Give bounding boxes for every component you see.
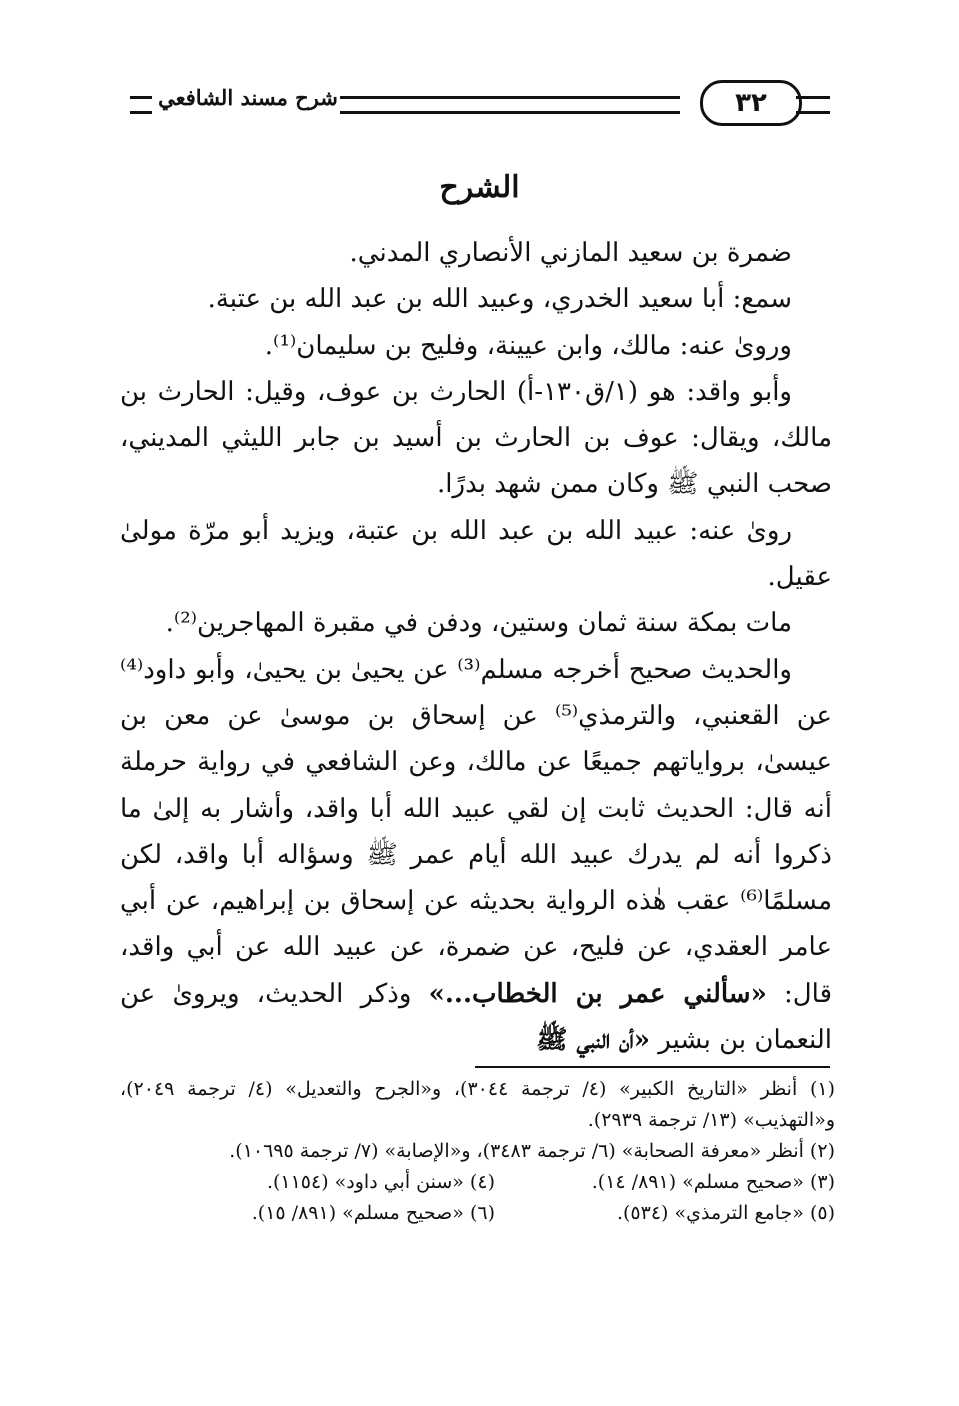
running-title: شرح مسند الشافعي: [158, 85, 338, 110]
paragraph: مات بمكة سنة ثمان وستين، ودفن في مقبرة المهاجرين⁽²⁾.: [165, 608, 792, 639]
paragraph: وروىٰ عنه: مالك، وابن عيينة، وفليح بن سليمان⁽¹⁾.: [264, 330, 792, 361]
hadith-quote: «سألني عمر بن الخطاب...»: [428, 978, 767, 1009]
footnote-3: (٣) «صحيح مسلم» (٨٩١/ ١٤).: [591, 1171, 835, 1193]
header-rule-left: [130, 96, 152, 114]
footnote-row: [120, 1198, 835, 1229]
page-number: ٣٢: [700, 80, 802, 126]
running-header: [110, 80, 830, 130]
footnote-row: [120, 1167, 835, 1198]
footnotes: [120, 1074, 835, 1229]
header-rule-right: [796, 96, 830, 114]
main-text: [120, 230, 832, 1063]
hadith-quote: «أن النبي ﷺ: [536, 1025, 650, 1056]
paragraph: ضمرة بن سعيد المازني الأنصاري المدني.: [349, 238, 792, 268]
footnote-2: (٢) أنظر «معرفة الصحابة» (٦/ ترجمة ٣٤٨٣)، و«الإصابة» (٧/ ترجمة ١٠٦٩٥).: [229, 1140, 835, 1162]
footnote-separator: [475, 1066, 830, 1068]
footnote-5: (٥) «جامع الترمذي» (٥٣٤).: [616, 1202, 835, 1224]
header-rule-middle: [340, 96, 680, 114]
section-title: الشرح: [439, 170, 520, 205]
footnote-4: (٤) «سنن أبي داود» (١١٥٤).: [266, 1171, 495, 1193]
paragraph: سمع: أبا سعيد الخدري، وعبيد الله بن عبد الله بن عتبة.: [207, 284, 792, 315]
footnote-1: (١) أنظر «التاريخ الكبير» (٤/ ترجمة ٣٠٤٤)، و«الجرح والتعديل» (٤/ ترجمة ٢٠٤٩)، و«التهذيب» (١٣/ ترجمة ٢٩٣٩).: [120, 1078, 836, 1131]
paragraph: روىٰ عنه: عبيد الله بن عبد الله بن عتبة، ويزيد أبو مرّة مولىٰ عقيل.: [120, 515, 832, 593]
footnote-6: (٦) «صحيح مسلم» (٨٩١/ ١٥).: [251, 1202, 495, 1224]
paragraph-text: والحديث صحيح أخرجه مسلم⁽³⁾ عن يحيىٰ بن يحيىٰ، وأبو داود⁽⁴⁾ عن القعنبي، والترمذي⁽⁵⁾ عن إسحاق بن موسىٰ عن معن بن عيسىٰ، برواياتهم جميعًا عن مالك، وعن الشافعي في رواية حرملة أنه قال: الحديث ثابت إن لقي عبيد الله أبا واقد، وأشار به إلىٰ ما ذكروا أنه لم يدرك عبيد الله أيام عمر ﷺ وسؤاله أبا واقد، لكن مسلمًا⁽⁶⁾ عقب هٰذه الرواية بحديثه عن إسحاق بن إبراهيم، عن أبي عامر العقدي، عن فليح، عن ضمرة، عن عبيد الله عن أبي واقد، قال:: [120, 654, 833, 1009]
paragraph-hadith-analysis: [120, 647, 832, 1064]
paragraph-text: وذكر الحديث، ويروىٰ عن النعمان بن بشير: [120, 978, 832, 1056]
paragraph: وأبو واقد: هو (١/ق١٣٠-أ) الحارث بن عوف، وقيل: الحارث بن مالك، ويقال: عوف بن الحارث بن أسيد بن جابر الليثي المديني، صحب النبي ﷺ وكان ممن شهد بدرًا.: [120, 376, 832, 500]
